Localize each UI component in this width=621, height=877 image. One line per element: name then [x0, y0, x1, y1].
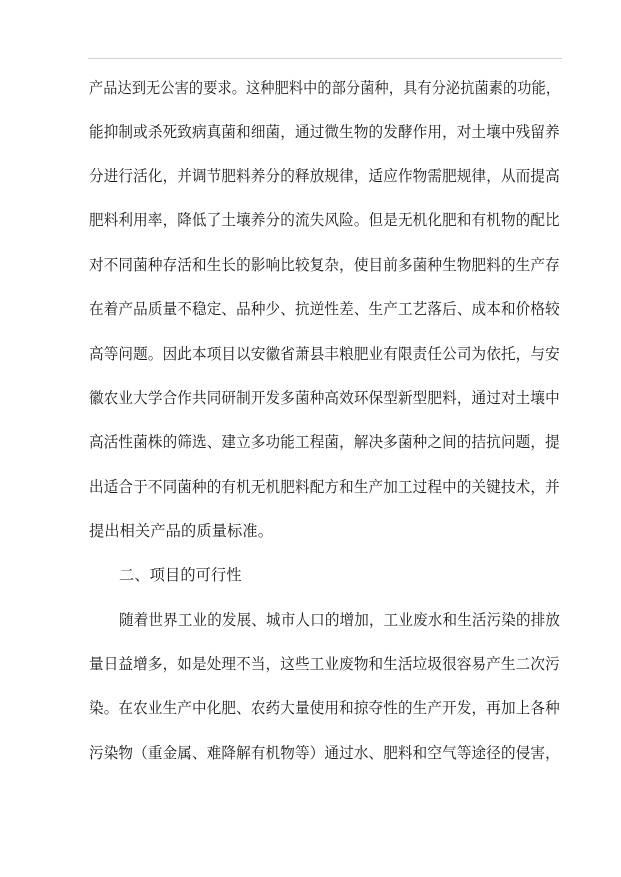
- text-line: 能抑制或杀死致病真菌和细菌，通过微生物的发酵作用，对土壤中残留养: [89, 123, 560, 141]
- text-line: 徽农业大学合作共同研制开发多菌种高效环保型新型肥料，通过对土壤中: [89, 389, 560, 407]
- text-line: 染。在农业生产中化肥、农药大量使用和掠夺性的生产开发，再加上各种: [89, 699, 560, 717]
- text-line: 污染物（重金属、难降解有机物等）通过水、肥料和空气等途径的侵害，: [89, 744, 560, 762]
- text-line: 分进行活化，并调节肥料养分的释放规律，适应作物需肥规律，从而提高: [89, 167, 560, 185]
- text-line: 随着世界工业的发展、城市人口的增加，工业废水和生活污染的排放: [119, 611, 561, 629]
- text-line: 对不同菌种存活和生长的影响比较复杂，使目前多菌种生物肥料的生产存: [89, 256, 560, 274]
- text-line: 量日益增多，如是处理不当，这些工业废物和生活垃圾很容易产生二次污: [89, 655, 560, 673]
- text-line: 高活性菌株的筛选、建立多功能工程菌，解决多菌种之间的拮抗问题，提: [89, 433, 560, 451]
- text-line: 提出相关产品的质量标准。: [89, 522, 274, 540]
- text-line: 肥料利用率，降低了土壤养分的流失风险。但是无机化肥和有机物的配比: [89, 211, 560, 229]
- text-line: 在着产品质量不稳定、品种少、抗逆性差、生产工艺落后、成本和价格较: [89, 300, 560, 318]
- text-line: 产品达到无公害的要求。这种肥料中的部分菌种，具有分泌抗菌素的功能，: [89, 79, 561, 97]
- header-rule: [88, 58, 562, 59]
- text-line: 高等问题。因此本项目以安徽省萧县丰粮肥业有限责任公司为依托，与安: [89, 345, 560, 363]
- text-line: 出适合于不同菌种的有机无机肥料配方和生产加工过程中的关键技术，并: [89, 478, 560, 496]
- section-heading: 二、项目的可行性: [119, 566, 242, 584]
